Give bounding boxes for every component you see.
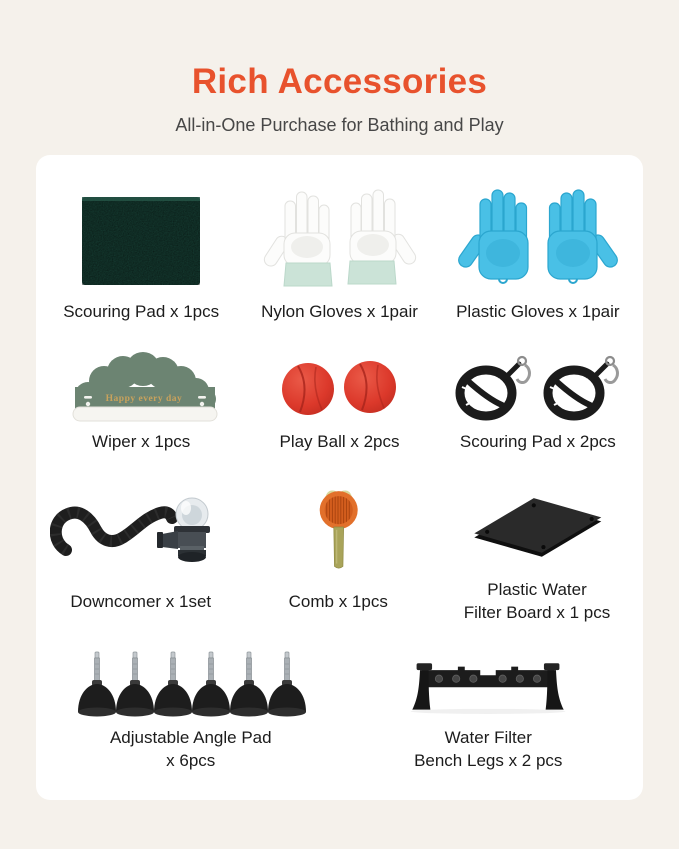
bench-legs-image: [383, 646, 593, 720]
item-caption-line1: Water Filter: [444, 728, 532, 748]
grid-row-3: [42, 482, 637, 626]
grid-cell-comb: [240, 482, 438, 626]
grid-row-4: [42, 646, 637, 774]
item-caption: Plastic Gloves x 1pair: [456, 302, 620, 321]
item-caption: Comb x 1pcs: [288, 591, 388, 611]
item-caption: Nylon Gloves x 1pair: [261, 302, 418, 321]
nylon-gloves-icon: [253, 183, 425, 293]
leash-icon: [452, 349, 624, 423]
filter-board-image: [437, 482, 637, 572]
grid-cell-wiper: [42, 349, 240, 453]
grid-row-2: [42, 349, 637, 453]
angle-pad-image: [75, 646, 307, 720]
grid-cell-play-ball: [240, 349, 438, 453]
wiper-image: [60, 349, 222, 423]
plastic-gloves-image: [452, 181, 624, 293]
angle-pad-icon: [75, 646, 307, 720]
page-subtitle: All-in-One Purchase for Bathing and Play: [175, 115, 504, 135]
wiper-icon: [60, 349, 222, 423]
grid-cell-filter-board: [437, 482, 637, 626]
comb-icon: [282, 482, 394, 572]
play-ball-icon: [264, 349, 414, 423]
item-caption: Scouring Pad x 1pcs: [63, 302, 220, 321]
leash-image: [452, 349, 624, 423]
item-caption: Play Ball x 2pcs: [279, 432, 400, 452]
comb-image: [282, 482, 394, 572]
item-caption-line2: Filter Board x 1 pcs: [463, 602, 611, 622]
grid-cell-angle-pad: [42, 646, 340, 774]
plastic-gloves-icon: [452, 183, 624, 293]
wiper-engraved-text: Happy every day: [105, 394, 183, 405]
item-caption: Wiper x 1pcs: [92, 432, 191, 452]
bench-legs-icon: [383, 646, 593, 720]
play-ball-image: [264, 349, 414, 423]
grid-cell-leash: [439, 349, 637, 453]
page-title: Rich Accessories: [191, 62, 488, 101]
grid-cell-plastic-gloves: [439, 181, 637, 323]
grid-cell-bench-legs: [340, 646, 638, 774]
scouring-pad-icon: [66, 189, 216, 293]
grid-cell-nylon-gloves: [240, 181, 438, 323]
scouring-pad-image: [66, 181, 216, 293]
filter-board-icon: [437, 482, 637, 572]
item-caption: Scouring Pad x 2pcs: [459, 432, 616, 452]
item-caption-line1: Adjustable Angle Pad: [109, 728, 272, 748]
accessories-card: [36, 155, 643, 800]
downcomer-image: [50, 482, 232, 572]
grid-cell-downcomer: [42, 482, 240, 626]
item-caption-line2: x 6pcs: [166, 750, 216, 770]
downcomer-icon: [50, 482, 232, 572]
grid-row-1: [42, 181, 637, 323]
item-caption: Downcomer x 1set: [70, 591, 212, 611]
grid-cell-scouring-pad: [42, 181, 240, 323]
header: [0, 0, 679, 136]
item-caption-line1: Plastic Water: [487, 580, 587, 600]
nylon-gloves-image: [253, 181, 425, 293]
item-caption-line2: Bench Legs x 2 pcs: [414, 750, 563, 770]
